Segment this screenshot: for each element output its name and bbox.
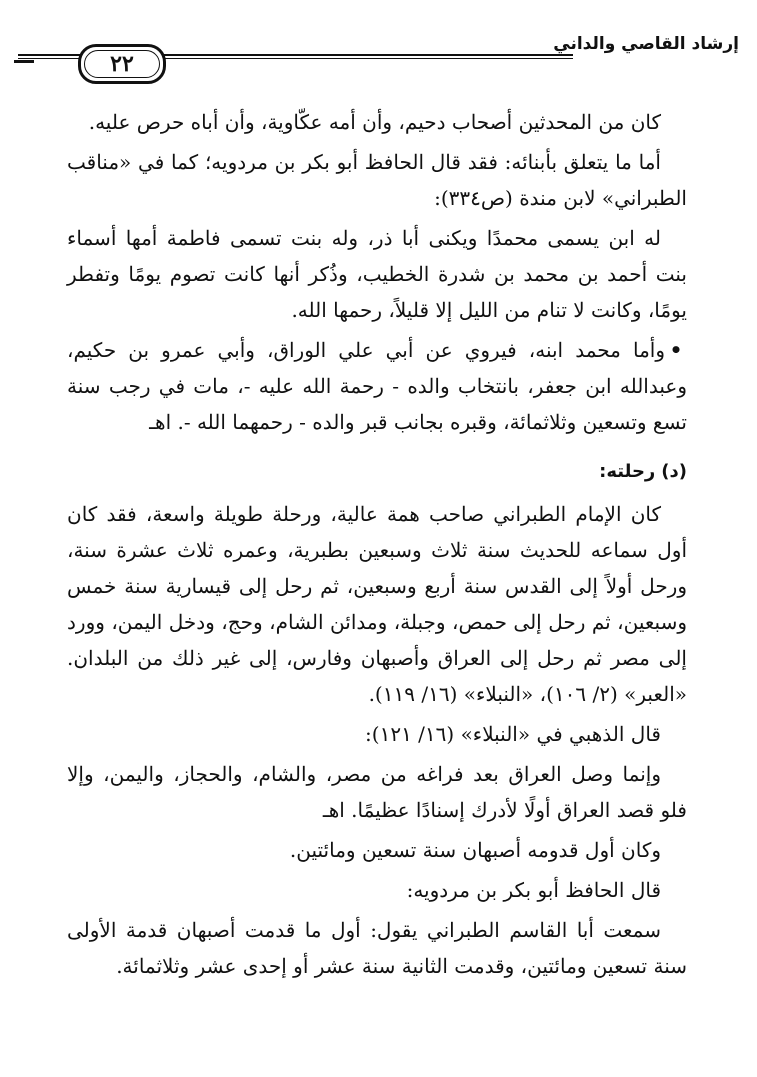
running-title: إرشاد القاصي والداني (553, 34, 739, 54)
section-heading-text: رحلته: (599, 461, 656, 482)
body-text (67, 104, 687, 988)
header-dash (14, 60, 34, 63)
paragraph-4-text: وأما محمد ابنه، فيروي عن أبي علي الوراق، وأبي عمرو بن حكيم، وعبدالله ابن جعفر، بانتخاب والده - رحمة الله عليه -، مات في رجب سنة تسع وتسعين وثلاثمائة، وقبره بجانب قبر والده - رحمهما الله -. اهـ (67, 338, 687, 434)
paragraph-5: كان الإمام الطبراني صاحب همة عالية، ورحلة طويلة واسعة، فقد كان أول سماعه للحديث سنة ثلاث وسبعين بطبرية، وعمره ثلاث عشرة سنة، ورحل أولاً إلى القدس سنة أربع وسبعين، ثم رحل إلى قيسارية سنة خمس وسبعين، ثم رحل إلى حمص، وجبلة، ومدائن الشام، وحج، ودخل اليمن، وورد إلى مصر ثم رحل إلى العراق وأصبهان وفارس، إلى غير ذلك من البلدان. «العبر» (٢/ ١٠٦)، «النبلاء» (١٦/ ١١٩). (67, 502, 687, 706)
paragraph-4 (67, 332, 687, 440)
paragraph-8: وكان أول قدومه أصبهان سنة تسعين ومائتين. (289, 838, 661, 862)
section-heading-number: (د) (661, 461, 687, 482)
paragraph-10: سمعت أبا القاسم الطبراني يقول: أول ما قدمت أصبهان قدمة الأولى سنة تسعين ومائتين، وقدمت الثانية سنة عشر أو إحدى عشر وثلاثمائة. (67, 918, 687, 978)
paragraph-7: وإنما وصل العراق بعد فراغه من مصر، والشام، والحجاز، واليمن، وإلا فلو قصد العراق أولًا لأدرك إسنادًا عظيمًا. اهـ (67, 762, 687, 822)
paragraph-6: قال الذهبي في «النبلاء» (١٦/ ١٢١): (365, 722, 661, 746)
paragraph-2: أما ما يتعلق بأبنائه: فقد قال الحافظ أبو بكر بن مردويه؛ كما في «مناقب الطبراني» لابن مندة (ص٣٣٤): (67, 150, 687, 210)
paragraph-3: له ابن يسمى محمدًا ويكنى أبا ذر، وله بنت تسمى فاطمة أمها أسماء بنت أحمد بن محمد بن شدرة الخطيب، وذُكر أنها كانت تصوم يومًا وتفطر يومًا، وكانت لا تنام من الليل إلا قليلاً، رحمها الله. (67, 226, 687, 322)
page-number: ٢٢ (78, 44, 166, 84)
section-heading (67, 454, 687, 490)
bullet-mark: • (669, 338, 683, 362)
paragraph-1: كان من المحدثين أصحاب دحيم، وأن أمه عكّاوية، وأن أباه حرص عليه. (88, 110, 661, 134)
paragraph-9: قال الحافظ أبو بكر بن مردويه: (406, 878, 661, 902)
